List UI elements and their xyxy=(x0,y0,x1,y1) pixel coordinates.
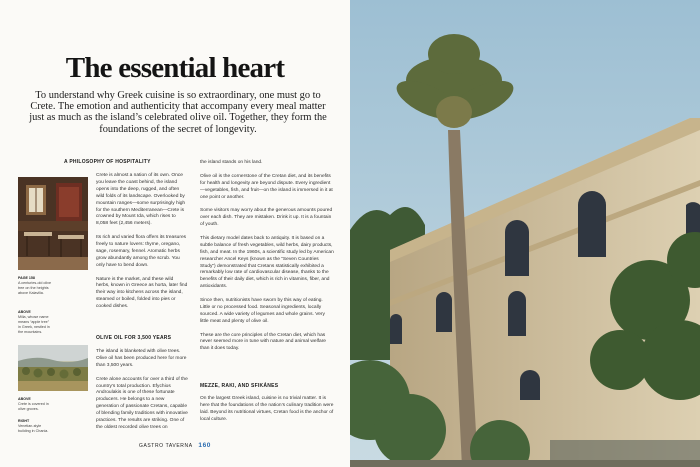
taverna-illustration xyxy=(18,177,88,270)
body-paragraph: Some visitors may worry about the generous amounts poured over each dish. They are mistaken. Drink it up. It is a fountain of youth. xyxy=(200,208,333,228)
caption-text-page158: A centuries-old olive tree on the heights above Kalavilia. xyxy=(18,281,51,295)
page-title: The essential heart xyxy=(65,52,285,84)
magazine-name: GASTRO TAVERNA xyxy=(138,443,193,449)
body-paragraph: These are the core principles of the Cretan diet, which has never seemed more in tune with nature and animal welfare than it does today. xyxy=(200,332,327,352)
caption-label-page158: PAGE 158 xyxy=(18,276,35,280)
body-paragraph: Olive oil is the cornerstone of the Cretan diet, and its benefits for health and longevity are beyond dispute. Every ingredient—vegetables, fish, and fruit—on the island is immersed in it at one point or another. xyxy=(200,173,333,200)
section-heading-olive-oil: OLIVE OIL FOR 3,500 YEARS xyxy=(96,335,172,341)
body-paragraph: Nature is the market, and these wild herbs, known in Greece as horta, later find their way into kitchens across the island, steamed or boiled, folded into pies or cooked dishes. xyxy=(96,276,188,310)
body-paragraph: Since then, nutritionists have sworn by this way of eating. Little or no processed food. Seasonal ingredients, locally sourced. A wide variety of legumes and whole grains. Very little meat and plenty of olive oil. xyxy=(200,298,325,324)
taverna-interior-photo xyxy=(18,177,88,270)
body-column-2 xyxy=(200,160,334,360)
body-paragraph: the island stands on his land. xyxy=(200,160,263,165)
body-paragraph: Crete is almost a nation of its own. Once you leave the coast behind, the island opens into the deep, rugged, and often wild folds of its landscape. Overlooked by mountain ranges—some surprisingly high for the southern Mediterranean—Crete is crowned by Mount Ida, which rises to 8,058 feet (2,456 meters). xyxy=(96,173,186,227)
chania-scene-illustration xyxy=(350,0,700,467)
caption-text-above1: Milia, whose name means “apple tree” in Greek, nestled in the mountains. xyxy=(18,315,50,334)
body-paragraph: Crete alone accounts for over a third of the country’s total production. Efychios Androulakis is one of these fortunate producers. He belongs to a new generation of passionate Cretans, capable of blending family traditions with innovative practices. The results are striking. One of the oldest recorded olive trees on xyxy=(96,376,188,430)
body-paragraph: The island is blanketed with olive trees. Olive oil has been produced here for more than 3,500 years. xyxy=(96,349,187,368)
caption-label-above1: ABOVE xyxy=(18,310,31,314)
section-heading-mezze: MEZZE, RAKI, AND SFIKÁNES xyxy=(200,383,279,389)
body-paragraph: On the largest Greek island, cuisine is no trivial matter. It is here that the foundations of the nation’s culinary tradition were laid. Beyond its nutritional virtues, Cretan food is the anchor of local culture. xyxy=(200,396,334,422)
body-column-1 xyxy=(96,173,188,318)
body-column-2-lower xyxy=(200,396,334,431)
standfirst: To understand why Greek cuisine is so extraordinary, one must go to Crete. The emotion and authenticity that accompany every meal matter just as much as the island’s celebrated olive oil. Together, they form the foundations of the secret of longevity. xyxy=(29,90,327,135)
body-column-1-lower xyxy=(96,349,188,439)
caption-label-right: RIGHT xyxy=(18,419,30,423)
caption-text-right: Venetian-style building in Chania. xyxy=(18,424,49,433)
page-number: 160 xyxy=(198,442,212,449)
body-paragraph: Its rich and varied flora offers its treasures freely to nature lovers: thyme, oregano, sage, rosemary, fennel. Aromatic herbs grow abundantly among the scrub. You only have to bend down. xyxy=(96,235,187,268)
olive-grove-photo xyxy=(18,345,88,391)
section-heading-hospitality: A PHILOSOPHY OF HOSPITALITY xyxy=(64,159,151,165)
caption-text-above2: Crete is covered in olive groves. xyxy=(18,402,49,411)
page-footer xyxy=(0,442,350,449)
chania-building-photo xyxy=(350,0,700,467)
body-paragraph: This dietary model dates back to antiquity. It is based on a subtle balance of fresh vegetables, wild herbs, dairy products, fish, and meat. In the 1960s, a scientific study led by American researcher Ancel Keys (known as the “Seven Countries Study”) demonstrated that Cretans statistically exhibited a remarkably low rate of cardiovascular disease, thanks to the benefits of their daily diet, which is rich in vitamins, fiber, and antioxidants. xyxy=(200,235,334,290)
olive-grove-illustration xyxy=(18,345,88,391)
caption-label-above2: ABOVE xyxy=(18,397,31,401)
